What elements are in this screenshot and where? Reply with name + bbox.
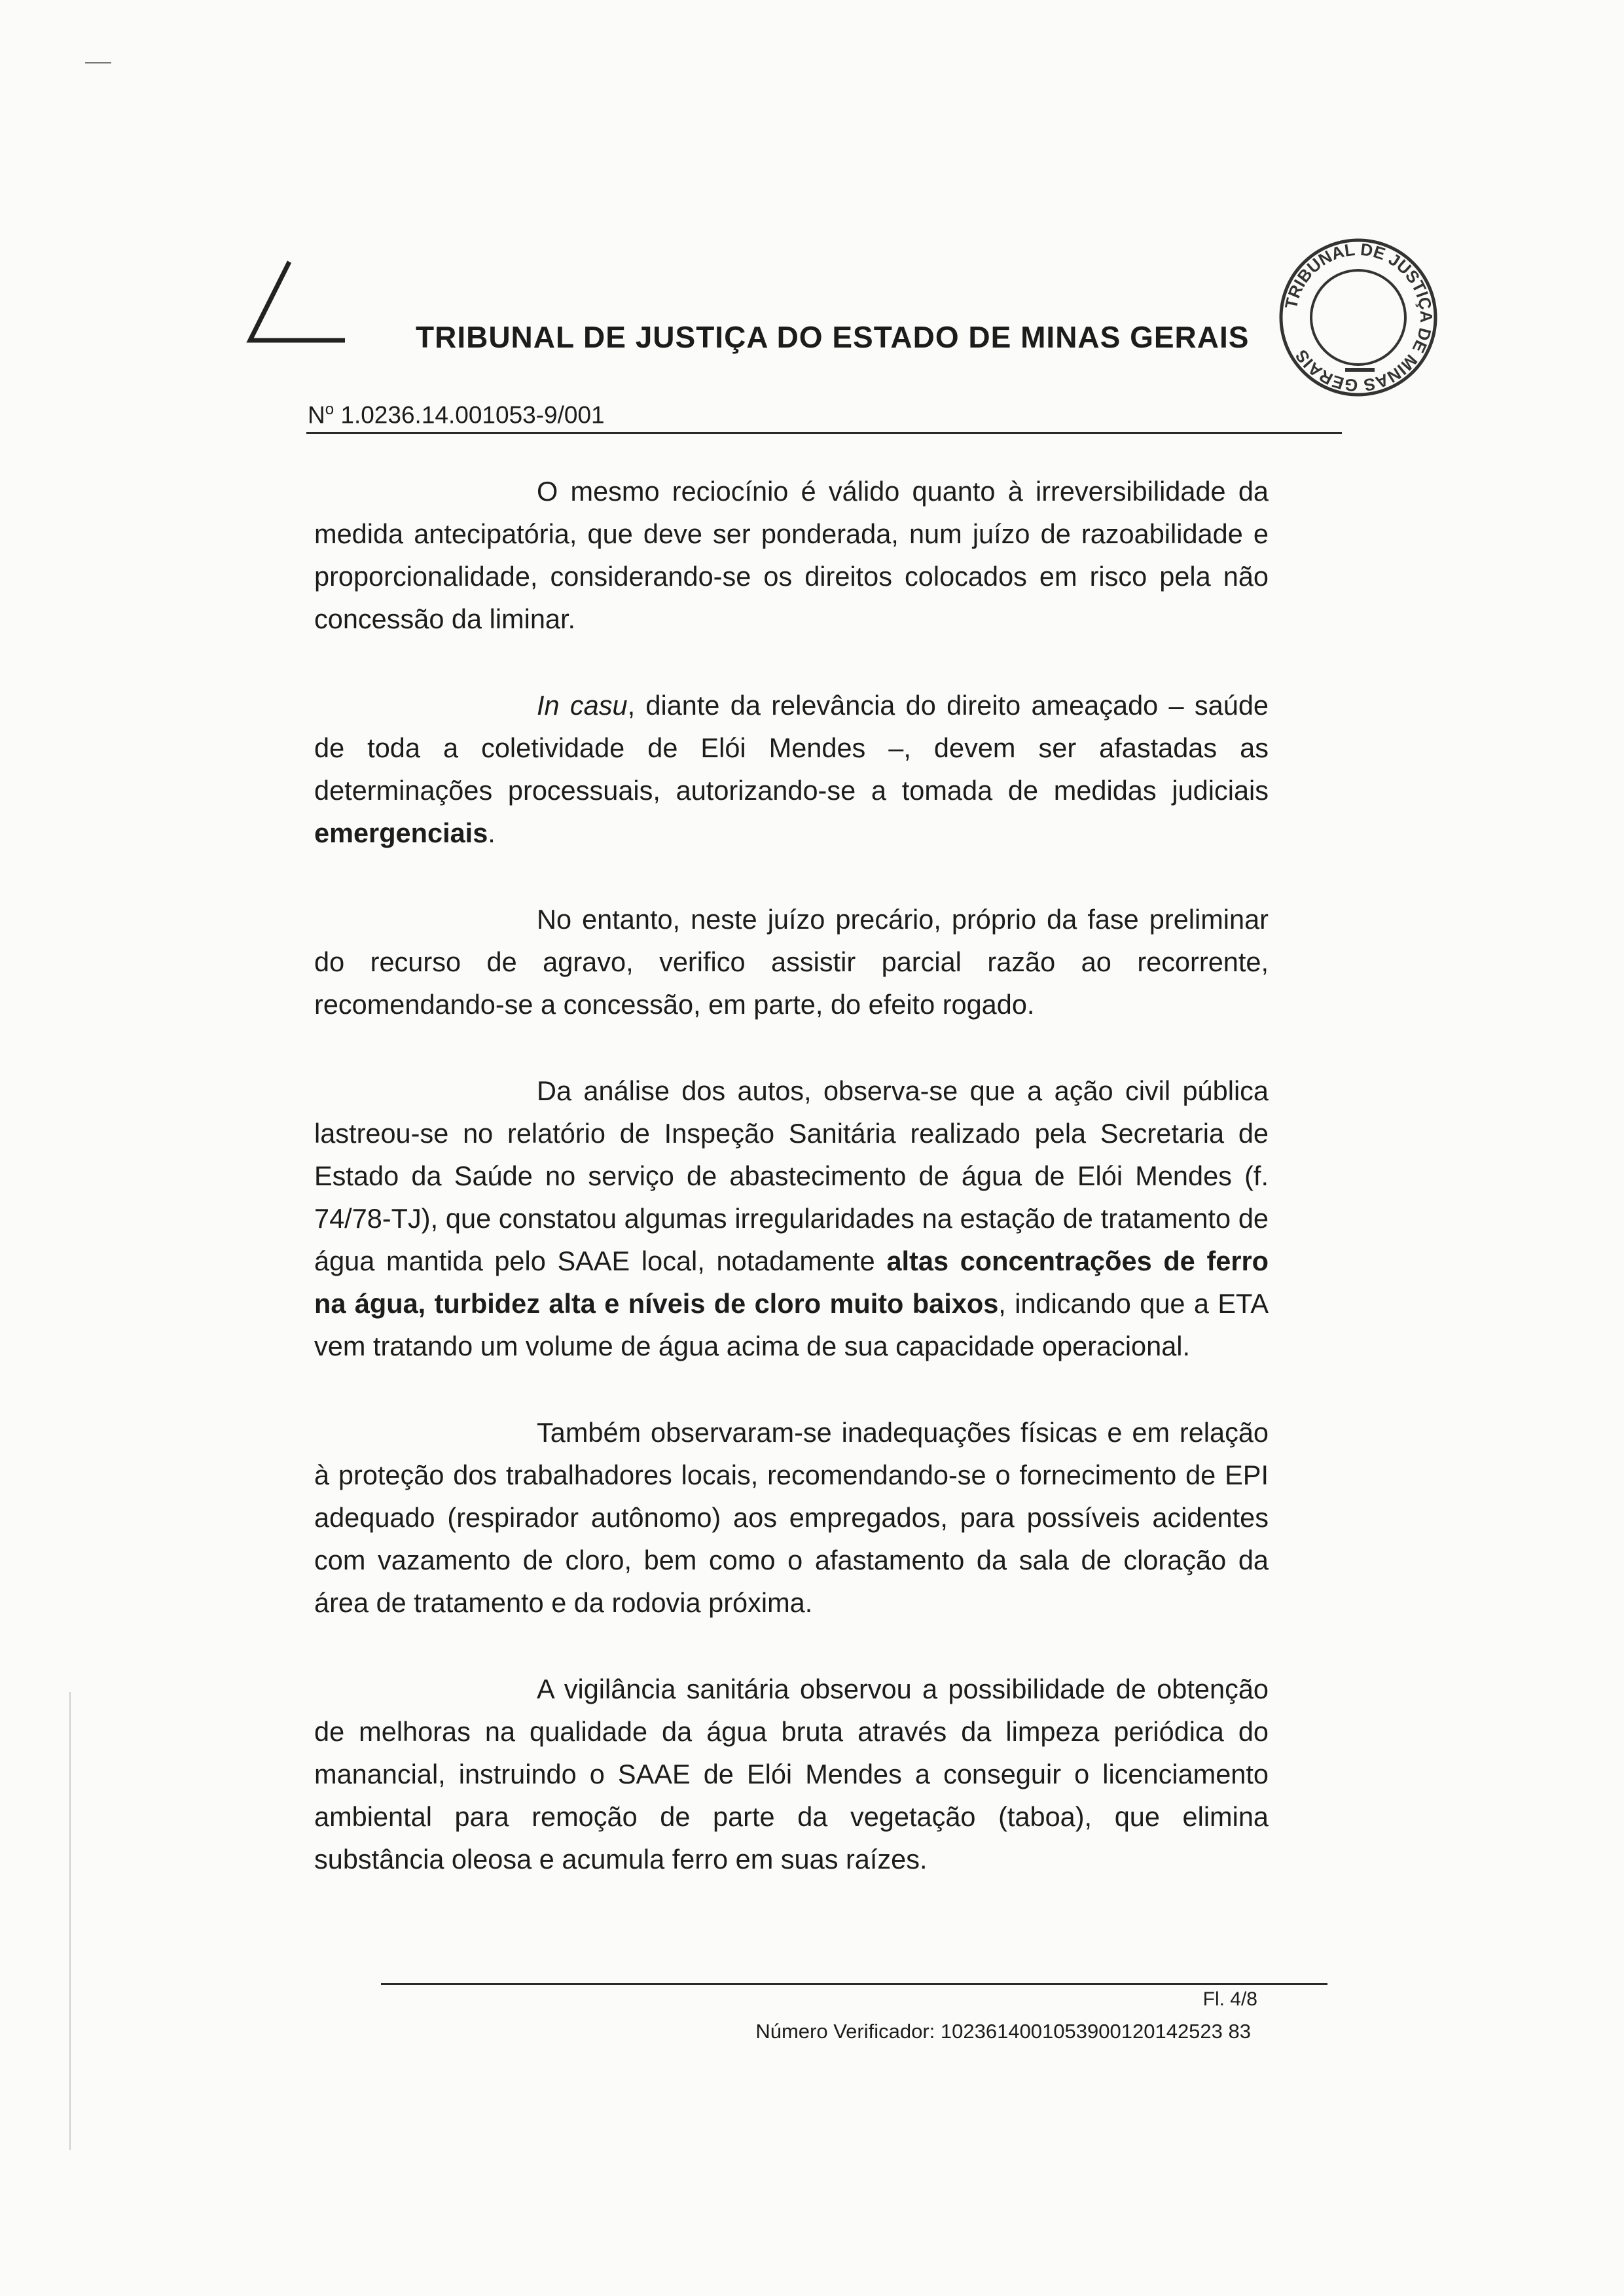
seal-text: TRIBUNAL DE JUSTIÇA DE MINAS GERAIS [1280,239,1437,396]
page-reference: Fl. 4/8 [1202,1988,1257,2010]
paragraph [314,1069,1269,1367]
document-body [314,470,1269,1924]
paragraph-text: . [488,817,496,848]
paragraph-text: No entanto, neste juízo precário, próprio da fase preliminar do recurso de agravo, verifico assistir parcial razão ao recorrente, recomendando-se a concessão, em parte, do efeito rogado. [314,904,1269,1020]
paragraph [314,1411,1269,1624]
paragraph-text: emergenciais [314,817,488,848]
paragraph-text: , diante da relevância do direito ameaçado – saúde de toda a coletividade de Elói Mendes –, devem ser afastadas as determinações processuais, autorizando-se a tomada de medidas judiciais [314,690,1269,806]
paragraph-text: O mesmo reciocínio é válido quanto à irreversibilidade da medida antecipatória, que deve ser ponderada, num juízo de razoabilidade e proporcionalidade, considerando-se os direitos colocados em risco pela não concessão da liminar. [314,476,1269,634]
court-name: TRIBUNAL DE JUSTIÇA DO ESTADO DE MINAS GERAIS [416,320,1250,354]
paragraph-text: Da análise dos autos, observa-se que a ação civil pública lastreou-se no relatório de Inspeção Sanitária realizado pela Secretaria de Estado da Saúde no serviço de abastecimento de água de Elói Mendes (f. 74/78-TJ), que constatou algumas irregularidades na estação de tratamento de água mantida pelo SAAE local, notadamente [314,1075,1269,1276]
paragraph [314,470,1269,640]
paragraph [314,1668,1269,1880]
verifier-number: Número Verificador: 1023614001053900120142523 83 [755,2020,1251,2043]
scan-artifact [85,62,111,63]
court-seal-icon [1276,236,1440,399]
header-divider [306,432,1342,434]
paragraph [314,684,1269,854]
process-number: $N^o$ 1.0236.14.001053-9/001 [308,401,605,429]
header-slash-mark-icon [244,259,348,350]
paragraph-text: A vigilância sanitária observou a possibilidade de obtenção de melhoras na qualidade da água bruta através da limpeza periódica do manancial, instruindo o SAAE de Elói Mendes a conseguir o licenciamento ambiental para remoção de parte da vegetação (taboa), que elimina substância oleosa e acumula ferro em suas raízes. [314,1674,1269,1874]
paragraph [314,898,1269,1026]
paragraph-text: In casu [537,690,628,721]
scan-artifact-line [69,1692,71,2150]
footer-divider [381,1983,1327,1985]
paragraph-text: Também observaram-se inadequações físicas e em relação à proteção dos trabalhadores locais, recomendando-se o fornecimento de EPI adequado (respirador autônomo) aos empregados, para possíveis acidentes com vazamento de cloro, bem como o afastamento da sala de cloração da área de tratamento e da rodovia próxima. [314,1417,1269,1618]
paragraph-text: , indicando que a ETA vem tratando um volume de água acima de sua capacidade operacional. [314,1288,1269,1361]
paragraph-text: altas concentrações de ferro na água, turbidez alta e níveis de cloro muito baixos [314,1246,1269,1319]
